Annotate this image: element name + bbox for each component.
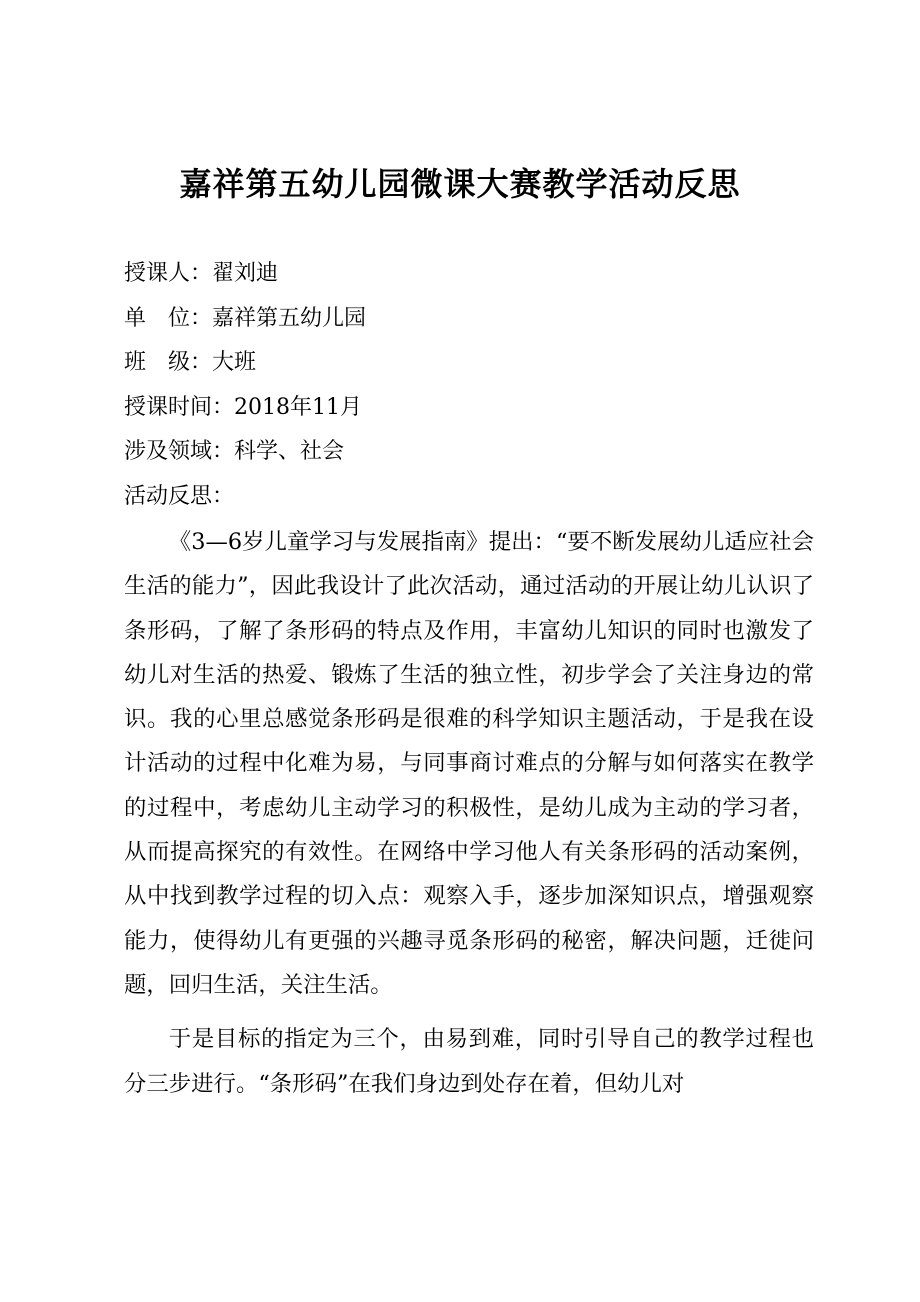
meta-field: 涉及领域：科学、社会 [124,439,345,464]
meta-time: 授课时间：2018年11月 [124,394,362,420]
document-title: 嘉祥第五幼儿园微课大赛教学活动反思 [179,165,741,203]
meta-class: 班 级：大班 [124,350,257,375]
paragraph-2: 于是目标的指定为三个，由易到难，同时引导自己的教学过程也分三步进行。“条形码”在我们身边到处存在着，但幼儿对 [124,1026,814,1097]
meta-unit: 单 位：嘉祥第五幼儿园 [124,305,367,331]
body-text [124,520,814,1106]
meta-teacher: 授课人：翟刘迪 [124,261,279,286]
section-label [124,475,804,520]
paragraph-1: 《3—6岁儿童学习与发展指南》提出：“要不断发展幼儿适应社会生活的能力”，因此我设计了此次活动，通过活动的开展让幼儿认识了条形码，了解了条形码的特点及作用，丰富幼儿知识的同时也激发了幼儿对生活的热爱、锻炼了生活的独立性，初步学会了关注身边的常识。我的心里总感觉条形码是很难的科学知识主题活动，于是我在设计活动的过程中化难为易，与同事商讨难点的分解与如何落实在教学的过程中，考虑幼儿主动学习的积极性，是幼儿成为主动的学习者，从而提高探究的有效性。在网络中学习他人有关条形码的活动案例，从中找到教学过程的切入点：观察入手，逐步加深知识点，增强观察能力，使得幼儿有更强的兴趣寻觅条形码的秘密，解决问题，迁徙问题，回归生活，关注生活。 [124,529,814,998]
section-label-activity: 活动 [124,483,169,509]
meta-info [124,252,804,519]
section-label-reflection: 反思： [168,483,235,509]
